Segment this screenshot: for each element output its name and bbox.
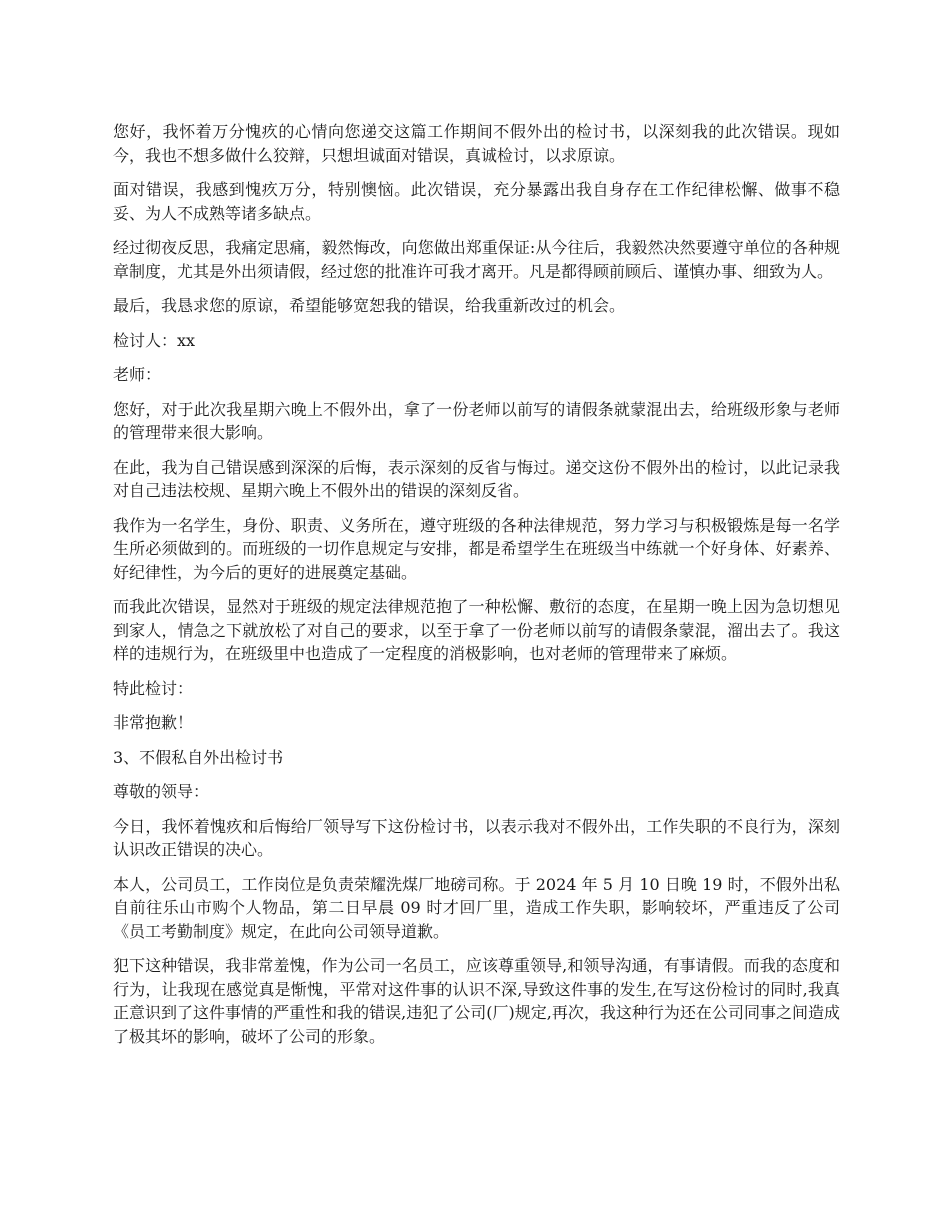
paragraph-9: 我作为一名学生，身份、职责、义务所在，遵守班级的各种法律规范，努力学习与积极锻炼是每一名学生所必须做到的。而班级的一切作息规定与安排，都是希望学生在班级当中练就一个好身体、好素养、好纪律性，为今后的更好的进展奠定基础。 — [113, 515, 840, 582]
paragraph-17: 犯下这种错误，我非常羞愧，作为公司一名员工，应该尊重领导,和领导沟通，有事请假。而我的态度和行为，让我现在感觉真是惭愧，平常对这件事的认识不深,导致这件事的发生,在写这份检讨的同时,我真正意识到了这件事情的严重性和我的错误,违犯了公司(厂)规定,再次，我这种行为还在公司同事之间造成了极其坏的影响，破坏了公司的形象。 — [113, 956, 840, 1046]
document-body — [113, 120, 840, 1048]
paragraph-4: 最后，我恳求您的原谅，希望能够宽恕我的错误，给我重新改过的机会。 — [113, 296, 626, 315]
paragraph-1: 您好，我怀着万分愧疚的心情向您递交这篇工作期间不假外出的检讨书，以深刻我的此次错误。现如今，我也不想多做什么狡辩，只想坦诚面对错误，真诚检讨，以求原谅。 — [113, 122, 840, 165]
salutation-teacher: 老师： — [113, 365, 162, 384]
closing-line: 特此检讨： — [113, 678, 194, 698]
paragraph-10: 而我此次错误，显然对于班级的规定法律规范抱了一种松懈、敷衍的态度，在星期一晚上因为急切想见到家人，情急之下就放松了对自己的要求，以至于拿了一份老师以前写的请假条蒙混，溜出去了。我这样的违规行为，在班级里中也造成了一定程度的消极影响，也对老师的管理带来了麻烦。 — [113, 597, 840, 663]
paragraph-7: 您好，对于此次我星期六晚上不假外出，拿了一份老师以前写的请假条就蒙混出去，给班级形象与老师的管理带来很大影响。 — [113, 399, 840, 442]
paragraph-15: 今日，我怀着愧疚和后悔给厂领导写下这份检讨书，以表示我对不假外出，工作失职的不良行为，深刻认识改正错误的决心。 — [113, 816, 840, 859]
salutation-leader: 尊敬的领导： — [113, 782, 210, 801]
paragraph-8: 在此，我为自己错误感到深深的后悔，表示深刻的反省与悔过。递交这份不假外出的检讨，以此记录我对自己违法校规、星期六晚上不假外出的错误的深刻反省。 — [113, 457, 840, 500]
section-heading-3: 3、不假私自外出检讨书 — [113, 747, 284, 767]
paragraph-3: 经过彻夜反思，我痛定思痛，毅然悔改，向您做出郑重保证:从今往后，我毅然决然要遵守单位的各种规章制度，尤其是外出须请假，经过您的批准许可我才离开。凡是都得顾前顾后、谨慎办事、细致为人。 — [113, 238, 840, 281]
paragraph-2: 面对错误，我感到愧疚万分，特别懊恼。此次错误，充分暴露出我自身存在工作纪律松懈、做事不稳妥、为人不成熟等诸多缺点。 — [113, 180, 840, 223]
apology-line: 非常抱歉！ — [113, 713, 194, 732]
paragraph-16: 本人，公司员工，工作岗位是负责荣耀洗煤厂地磅司称。于 2024 年 5 月 10 日晚 19 时，不假外出私自前往乐山市购个人物品，第二日早晨 09 时才回厂里，造成工作失职，影响较坏，严重违反了公司《员工考勤制度》规定，在此向公司领导道歉。 — [113, 874, 840, 941]
signature-line: 检讨人：xx — [113, 330, 196, 350]
